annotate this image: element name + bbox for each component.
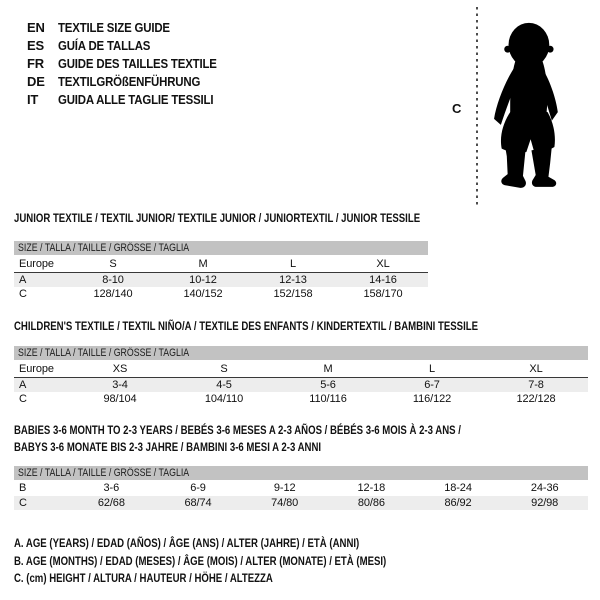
height-cell: 62/68 — [97, 497, 125, 509]
language-code: DE — [27, 73, 45, 89]
legend-height-text: C. (cm) HEIGHT / ALTURA / HAUTEUR / HÖHE / ALTEZZA — [14, 571, 273, 585]
months-cell: 24-36 — [530, 482, 559, 494]
height-cell: 152/158 — [273, 288, 313, 300]
size-cell: XL — [376, 257, 390, 270]
language-row-it — [27, 90, 238, 108]
size-header-bar — [14, 466, 588, 480]
language-title: TEXTILE SIZE GUIDE — [58, 19, 170, 35]
junior-size-table — [14, 241, 428, 301]
size-cell: S — [220, 362, 228, 375]
language-title: GUIDA ALLE TAGLIE TESSILI — [58, 91, 214, 107]
height-cell: 98/104 — [103, 393, 137, 405]
height-cell: 92/98 — [531, 497, 559, 509]
size-header-label: SIZE / TALLA / TAILLE / GRÖSSE / TAGLIA — [18, 467, 190, 479]
row-label: A — [19, 274, 27, 286]
months-cell: 6-9 — [190, 482, 206, 494]
size-cell: S — [109, 257, 117, 270]
language-code: EN — [27, 19, 45, 35]
junior-table-title-text: JUNIOR TEXTILE / TEXTIL JUNIOR/ TEXTILE JUNIOR / JUNIORTEXTIL / JUNIOR TESSILE — [14, 211, 421, 225]
height-cell: 122/128 — [516, 393, 556, 405]
children-table-title — [14, 319, 594, 333]
legend-age-years-text: A. AGE (YEARS) / EDAD (AÑOS) / ÂGE (ANS) / ALTER (JAHRE) / ETÀ (ANNI) — [14, 536, 360, 550]
size-cell: L — [428, 362, 436, 375]
table-row-height — [14, 287, 428, 301]
age-cell: 5-6 — [320, 379, 336, 391]
table-row-europe — [14, 255, 428, 273]
size-header-label: SIZE / TALLA / TAILLE / GRÖSSE / TAGLIA — [18, 242, 190, 254]
age-cell: 12-13 — [279, 274, 307, 286]
age-cell: 14-16 — [369, 274, 397, 286]
months-cell: 9-12 — [273, 482, 296, 494]
size-cell: L — [289, 257, 297, 270]
row-label: B — [19, 482, 27, 494]
table-row-height — [14, 392, 588, 406]
table-row-age — [14, 378, 588, 392]
language-code: FR — [27, 55, 44, 71]
babies-table-title-text2: BABYS 3-6 MONATE BIS 2-3 JAHRE / BAMBINI 3-6 MESI A 2-3 ANNI — [14, 440, 322, 454]
height-cell: 104/110 — [204, 393, 244, 405]
children-table-title-text: CHILDREN'S TEXTILE / TEXTIL NIÑO/A / TEXTILE DES ENFANTS / KINDERTEXTIL / BAMBINI TESSILE — [14, 319, 479, 333]
row-label: C — [19, 497, 27, 509]
language-title-list — [27, 18, 238, 108]
height-cell: 86/92 — [444, 497, 472, 509]
age-cell: 7-8 — [528, 379, 544, 391]
size-cell: XL — [529, 362, 543, 375]
toddler-silhouette-image — [483, 8, 568, 206]
row-label: A — [19, 379, 27, 391]
children-size-table — [14, 346, 588, 406]
months-cell: 12-18 — [357, 482, 386, 494]
row-label: Europe — [19, 257, 54, 270]
legend-age-months-text: B. AGE (MONTHS) / EDAD (MESES) / ÂGE (MOIS) / ALTER (MONATE) / ETÀ (MESI) — [14, 554, 387, 568]
row-label: C — [19, 288, 27, 300]
table-row-height — [14, 496, 588, 510]
language-row-es — [27, 36, 238, 54]
age-cell: 3-4 — [112, 379, 128, 391]
table-row-age — [14, 273, 428, 287]
language-row-de — [27, 72, 238, 90]
age-cell: 10-12 — [189, 274, 217, 286]
language-title: TEXTILGRÖßENFÜHRUNG — [58, 73, 201, 89]
size-header-label: SIZE / TALLA / TAILLE / GRÖSSE / TAGLIA — [18, 347, 190, 359]
height-cell: 110/116 — [309, 393, 347, 405]
language-title: GUIDE DES TAILLES TEXTILE — [58, 55, 217, 71]
height-cell: 140/152 — [183, 288, 223, 300]
age-cell: 8-10 — [102, 274, 124, 286]
size-cell: XS — [112, 362, 128, 375]
language-row-fr — [27, 54, 238, 72]
height-cell: 116/122 — [412, 393, 452, 405]
language-code: IT — [27, 91, 39, 107]
row-label: Europe — [19, 362, 54, 375]
language-row-en — [27, 18, 238, 36]
age-cell: 6-7 — [424, 379, 440, 391]
height-measure-dotted-line — [476, 7, 478, 207]
height-cell: 80/86 — [357, 497, 385, 509]
language-code: ES — [27, 37, 44, 53]
height-cell: 74/80 — [271, 497, 299, 509]
height-cell: 158/170 — [363, 288, 403, 300]
junior-table-title — [14, 211, 522, 225]
babies-table-title-line2 — [14, 440, 398, 454]
legend-line-age-years — [14, 535, 446, 551]
months-cell: 3-6 — [103, 482, 120, 494]
size-header-bar — [14, 241, 428, 255]
height-cell: 128/140 — [93, 288, 133, 300]
size-cell: M — [198, 257, 208, 270]
height-cell: 68/74 — [184, 497, 212, 509]
table-row-months — [14, 480, 588, 496]
age-cell: 4-5 — [216, 379, 232, 391]
months-cell: 18-24 — [444, 482, 472, 494]
table-row-europe — [14, 360, 588, 378]
language-title: GUÍA DE TALLAS — [58, 37, 151, 53]
size-header-bar — [14, 346, 588, 360]
babies-table-title-text1: BABIES 3-6 MONTH TO 2-3 YEARS / BEBÉS 3-6 MESES A 2-3 AÑOS / BÉBÉS 3-6 MOIS À 2-3 ANS / — [14, 423, 461, 437]
size-cell: M — [323, 362, 333, 375]
legend-line-height — [14, 570, 338, 586]
babies-size-table — [14, 466, 588, 510]
row-label: C — [19, 393, 27, 405]
legend-line-age-months — [14, 553, 479, 569]
height-marker-label: C — [452, 101, 462, 116]
babies-table-title-line1 — [14, 423, 573, 437]
